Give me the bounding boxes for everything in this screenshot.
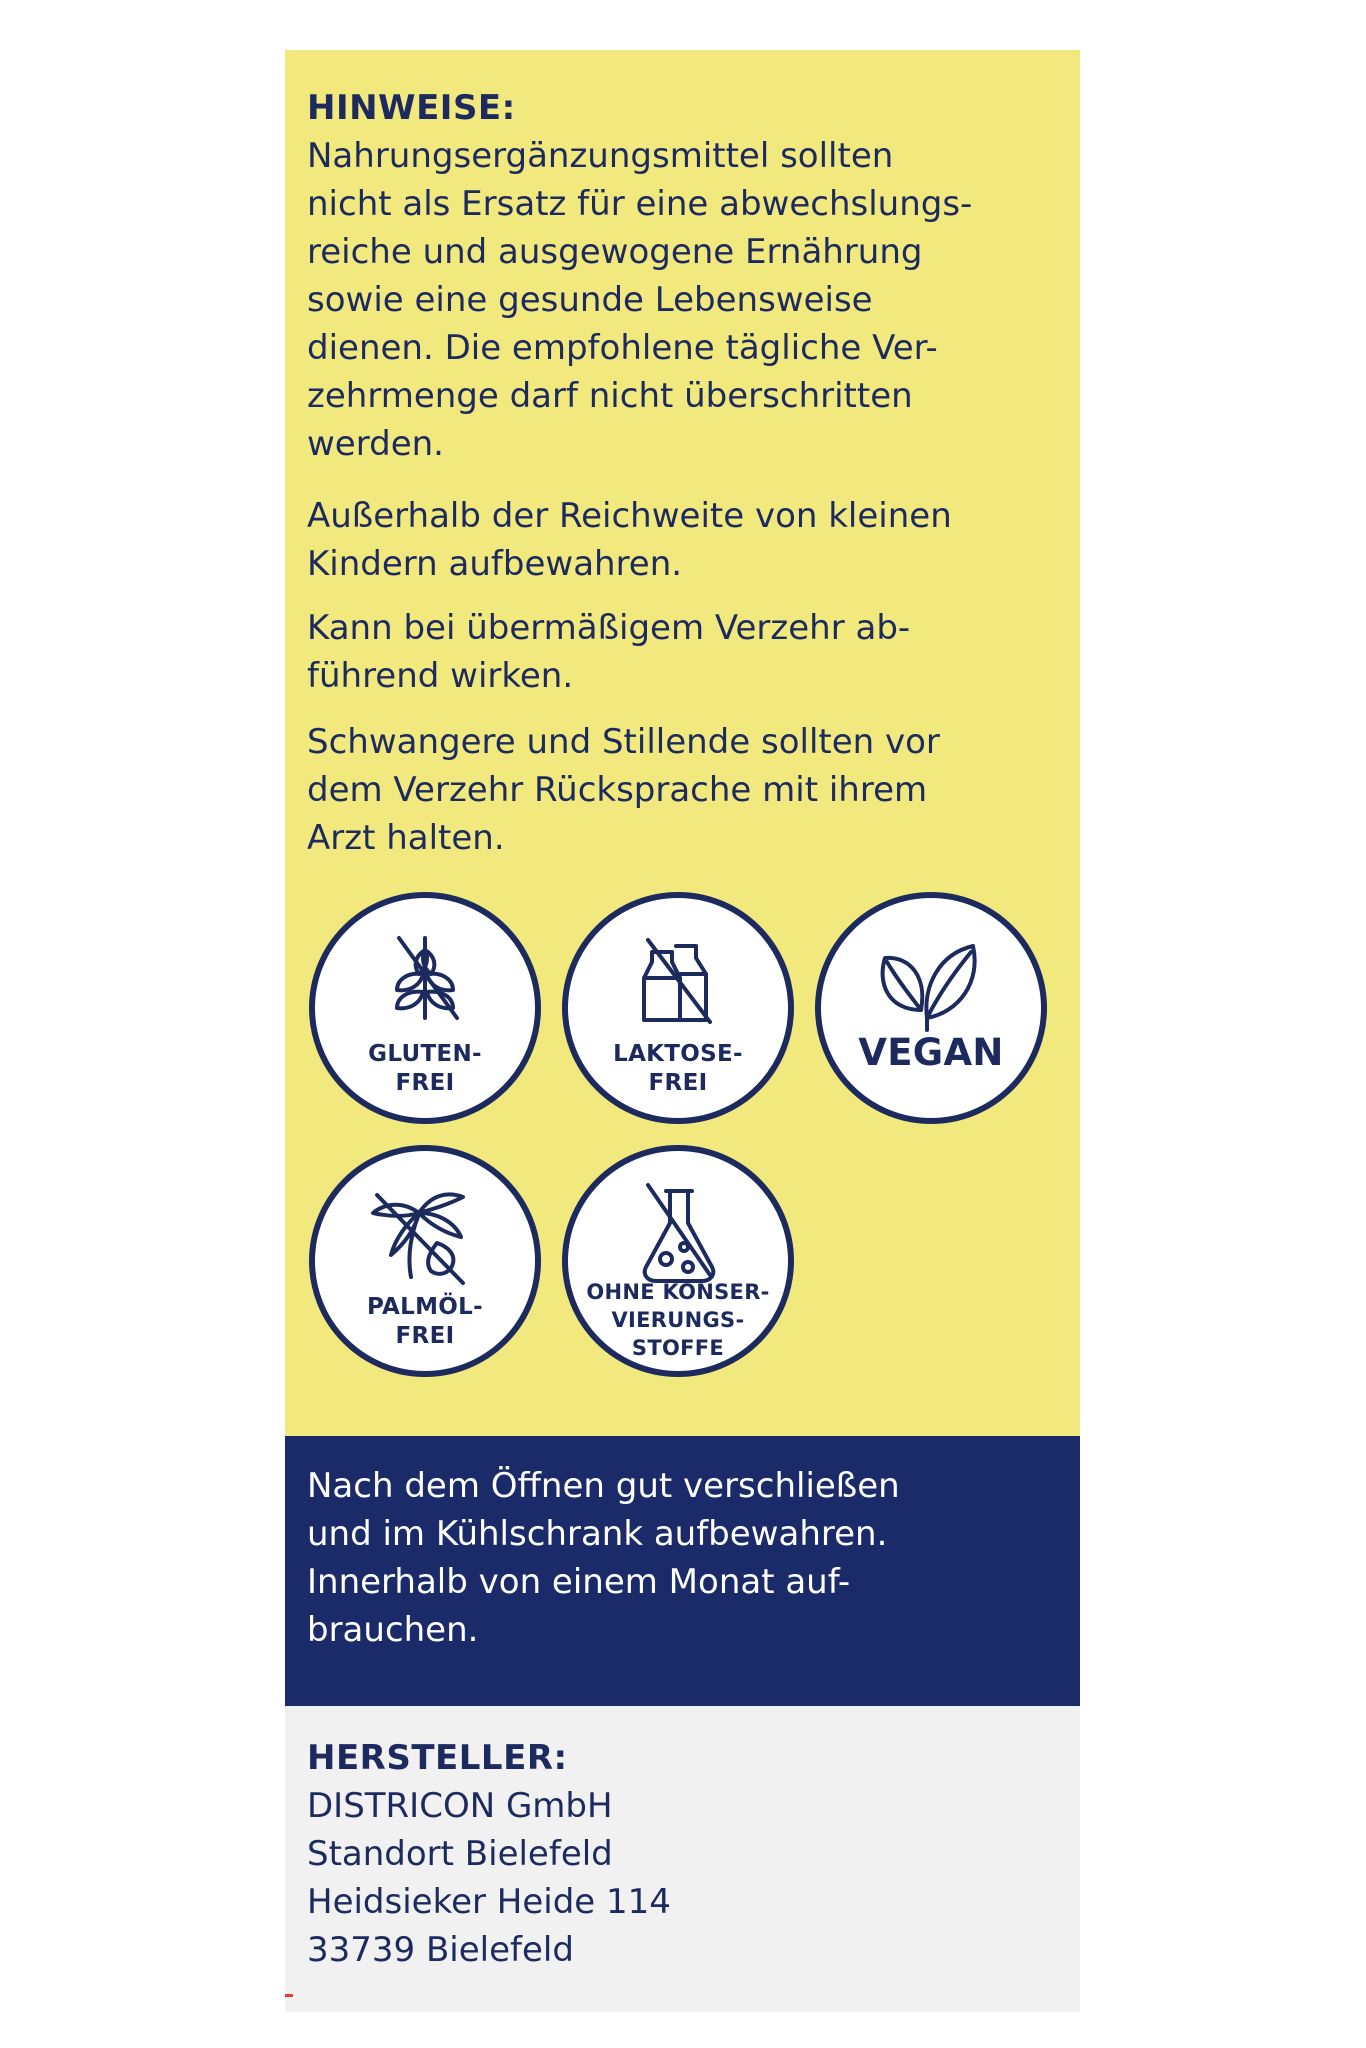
badge-lactose-free-label: LAKTOSE- FREI bbox=[613, 1041, 743, 1096]
badge-gluten-free-label: GLUTEN- FREI bbox=[368, 1041, 482, 1096]
notes-heading: HINWEISE: bbox=[307, 88, 516, 128]
manufacturer-heading: HERSTELLER: bbox=[307, 1738, 568, 1778]
notes-paragraph-3: Kann bei übermäßigem Verzehr ab- führend wirken. bbox=[307, 608, 911, 696]
notes-section bbox=[285, 50, 1080, 1436]
product-label bbox=[285, 50, 1080, 2012]
manufacturer-address: DISTRICON GmbH Standort Bielefeld Heidsieker Heide 114 33739 Bielefeld bbox=[307, 1786, 671, 1970]
leaves-icon bbox=[813, 890, 1049, 1126]
manufacturer-section bbox=[285, 1706, 1080, 2012]
badge-vegan-label: VEGAN bbox=[858, 1031, 1004, 1074]
badge-no-preservatives bbox=[560, 1143, 796, 1379]
badge-gluten-free bbox=[307, 890, 543, 1126]
badge-lactose-free bbox=[560, 890, 796, 1126]
print-mark bbox=[285, 1994, 293, 1997]
badge-vegan bbox=[813, 890, 1049, 1126]
notes-paragraph-1: Nahrungsergänzungsmittel sollten nicht als Ersatz für eine abwechslungs- reiche und ausgewogene Ernährung sowie eine gesunde Lebensweise dienen. Die empfohlene tägliche Ver- zehrmenge darf nicht überschritten werden. bbox=[307, 136, 973, 464]
badge-no-preservatives-label: OHNE KONSER- VIERUNGS- STOFFE bbox=[586, 1280, 770, 1360]
badge-palm-oil-free bbox=[307, 1143, 543, 1379]
storage-section bbox=[285, 1436, 1080, 1706]
badge-palm-oil-free-label: PALMÖL- FREI bbox=[367, 1294, 483, 1349]
storage-text: Nach dem Öffnen gut verschließen und im Kühlschrank aufbewahren. Innerhalb von einem Monat auf- brauchen. bbox=[307, 1466, 900, 1650]
notes-paragraph-2: Außerhalb der Reichweite von kleinen Kindern aufbewahren. bbox=[307, 496, 952, 584]
notes-paragraph-4: Schwangere und Stillende sollten vor dem Verzehr Rücksprache mit ihrem Arzt halten. bbox=[307, 722, 940, 858]
